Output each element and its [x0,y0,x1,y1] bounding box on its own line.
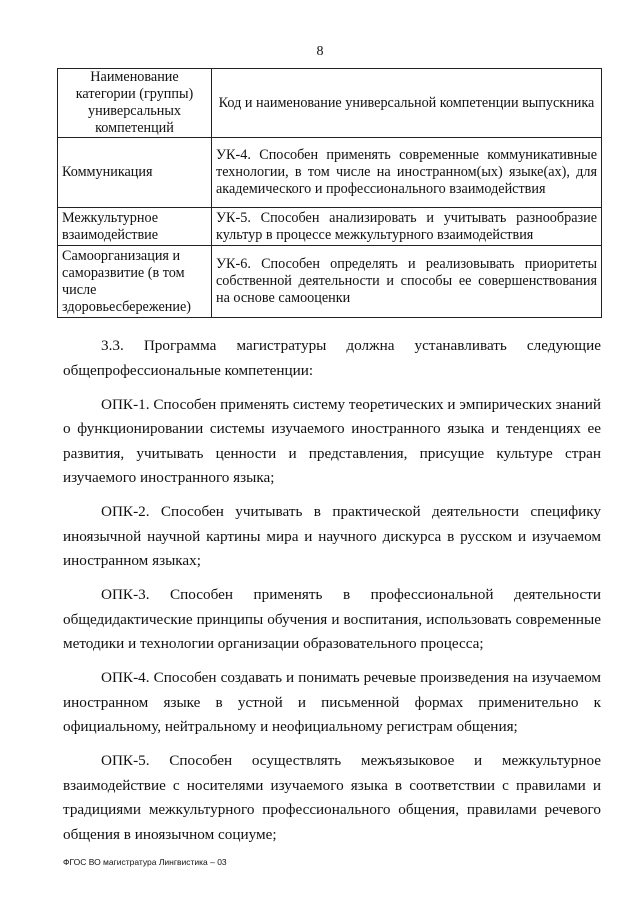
paragraph-opk-2: ОПК-2. Способен учитывать в практической деятельности специфику иноязычной научной картины мира и научного дискурса в русском и изучаемом иностранном языках; [63,503,601,569]
row-category: Коммуникация [58,138,212,208]
row-competence: УК-5. Способен анализировать и учитывать разнообразие культур в процессе межкультурного взаимодействия [212,208,602,246]
body-text [63,334,601,857]
competence-table [57,68,602,318]
table-header-row [58,69,602,138]
paragraph-opk-5: ОПК-5. Способен осуществлять межъязыковое и межкультурное взаимодействие с носителями изучаемого языка в соответствии с правилами и традициями межкультурного профессионального общения, правилами речевого общения в иноязычном социуме; [63,752,601,843]
row-competence: УК-4. Способен применять современные коммуникативные технологии, в том числе на иностранном(ых) языке(ах), для академического и профессионального взаимодействия [212,138,602,208]
table-row [58,138,602,208]
paragraph-opk-1: ОПК-1. Способен применять систему теоретических и эмпирических знаний о функционировании системы изучаемого иностранного языка и тенденциях ее развития, учитывать ценности и представления, присущие культуре стран изучаемого иностранного языка; [63,395,601,486]
row-category: Самоорганизация и саморазвитие (в том числе здоровьесбережение) [58,246,212,318]
row-competence: УК-6. Способен определять и реализовывать приоритеты собственной деятельности и способы ее совершенствования на основе самооценки [212,246,602,318]
row-category: Межкультурное взаимодействие [58,208,212,246]
table-row [58,246,602,318]
paragraph-opk-4: ОПК-4. Способен создавать и понимать речевые произведения на изучаемом иностранном языке в устной и письменной формах применительно к официальному, нейтральному и неофициальному регистрам общения; [63,669,601,735]
table-row [58,208,602,246]
paragraph-opk-3: ОПК-3. Способен применять в профессиональной деятельности общедидактические принципы обучения и воспитания, использовать современные методики и технологии организации образовательного процесса; [63,586,601,652]
header-category: Наименование категории (группы) универсальных компетенций [58,69,212,138]
page-number: 8 [316,44,324,59]
paragraph-section-3-3: 3.3. Программа магистратуры должна устанавливать следующие общепрофессиональные компетенции: [63,337,601,379]
header-competence: Код и наименование универсальной компетенции выпускника [212,69,602,138]
page-footer: ФГОС ВО магистратура Лингвистика – 03 [63,857,227,867]
